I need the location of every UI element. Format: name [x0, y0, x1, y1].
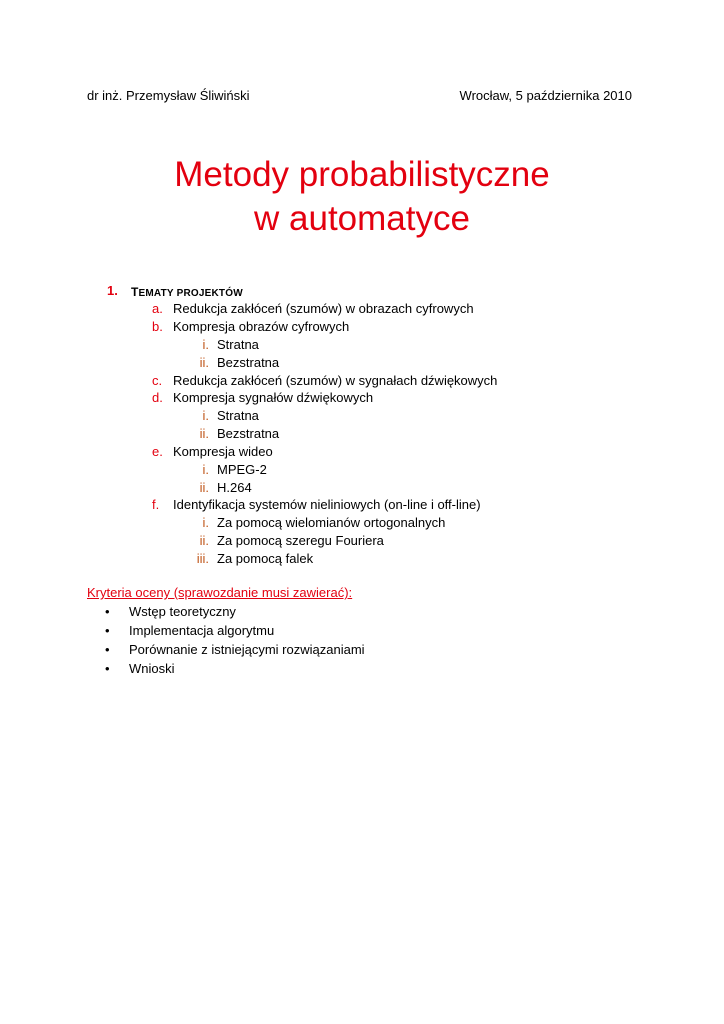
- sub-item-e-ii: H.264: [217, 480, 252, 495]
- criteria-item: Wstęp teoretyczny: [129, 604, 236, 619]
- sub-marker-b-i: i.: [202, 337, 209, 352]
- sub-marker-e-ii: ii.: [199, 480, 209, 495]
- sub-item-f-i: Za pomocą wielomianów ortogonalnych: [217, 515, 446, 530]
- section-title: [131, 285, 243, 299]
- sub-marker-d-i: i.: [202, 408, 209, 423]
- list-item-a: Redukcja zakłóceń (szumów) w obrazach cyfrowych: [173, 301, 474, 316]
- list-item-d: Kompresja sygnałów dźwiękowych: [173, 390, 374, 405]
- sub-marker-d-ii: ii.: [199, 426, 209, 441]
- sub-item-d-ii: Bezstratna: [217, 426, 280, 441]
- title-line-1: Metody probabilistyczne: [174, 155, 550, 194]
- criteria-item: Wnioski: [129, 661, 175, 676]
- sub-item-b-i: Stratna: [217, 337, 259, 352]
- sub-item-b-ii: Bezstratna: [217, 355, 280, 370]
- section-number: 1.: [107, 283, 118, 298]
- list-marker-d: d.: [152, 390, 163, 405]
- list-marker-b: b.: [152, 319, 163, 334]
- list-item-e: Kompresja wideo: [173, 444, 273, 459]
- list-marker-c: c.: [152, 373, 163, 388]
- criteria-item: Porównanie z istniejącymi rozwiązaniami: [129, 642, 365, 657]
- sub-item-f-ii: Za pomocą szeregu Fouriera: [217, 533, 384, 548]
- sub-marker-e-i: i.: [202, 462, 209, 477]
- author-name: dr inż. Przemysław Śliwiński: [87, 88, 250, 103]
- title-line-2: w automatyce: [254, 199, 470, 238]
- list-item-c: Redukcja zakłóceń (szumów) w sygnałach dźwiękowych: [173, 373, 498, 388]
- sub-marker-b-ii: ii.: [199, 355, 209, 370]
- list-item-f: Identyfikacja systemów nieliniowych (on-line i off-line): [173, 497, 481, 512]
- sub-item-d-i: Stratna: [217, 408, 259, 423]
- sub-item-e-i: MPEG-2: [217, 462, 267, 477]
- criteria-item: Implementacja algorytmu: [129, 623, 275, 638]
- section-title-initial: T: [131, 285, 139, 299]
- list-item-b: Kompresja obrazów cyfrowych: [173, 319, 350, 334]
- section-title-rest: EMATY PROJEKTÓW: [138, 288, 243, 299]
- bullet-icon: •: [105, 604, 110, 619]
- list-marker-e: e.: [152, 444, 163, 459]
- list-marker-a: a.: [152, 301, 163, 316]
- criteria-heading: Kryteria oceny (sprawozdanie musi zawierać):: [87, 585, 353, 600]
- sub-item-f-iii: Za pomocą falek: [217, 551, 314, 566]
- sub-marker-f-ii: ii.: [199, 533, 209, 548]
- bullet-icon: •: [105, 623, 110, 638]
- place-date: Wrocław, 5 października 2010: [459, 88, 632, 103]
- bullet-icon: •: [105, 661, 110, 676]
- sub-marker-f-i: i.: [202, 515, 209, 530]
- bullet-icon: •: [105, 642, 110, 657]
- sub-marker-f-iii: iii.: [196, 551, 209, 566]
- document-title: [0, 153, 724, 241]
- list-marker-f: f.: [152, 497, 160, 512]
